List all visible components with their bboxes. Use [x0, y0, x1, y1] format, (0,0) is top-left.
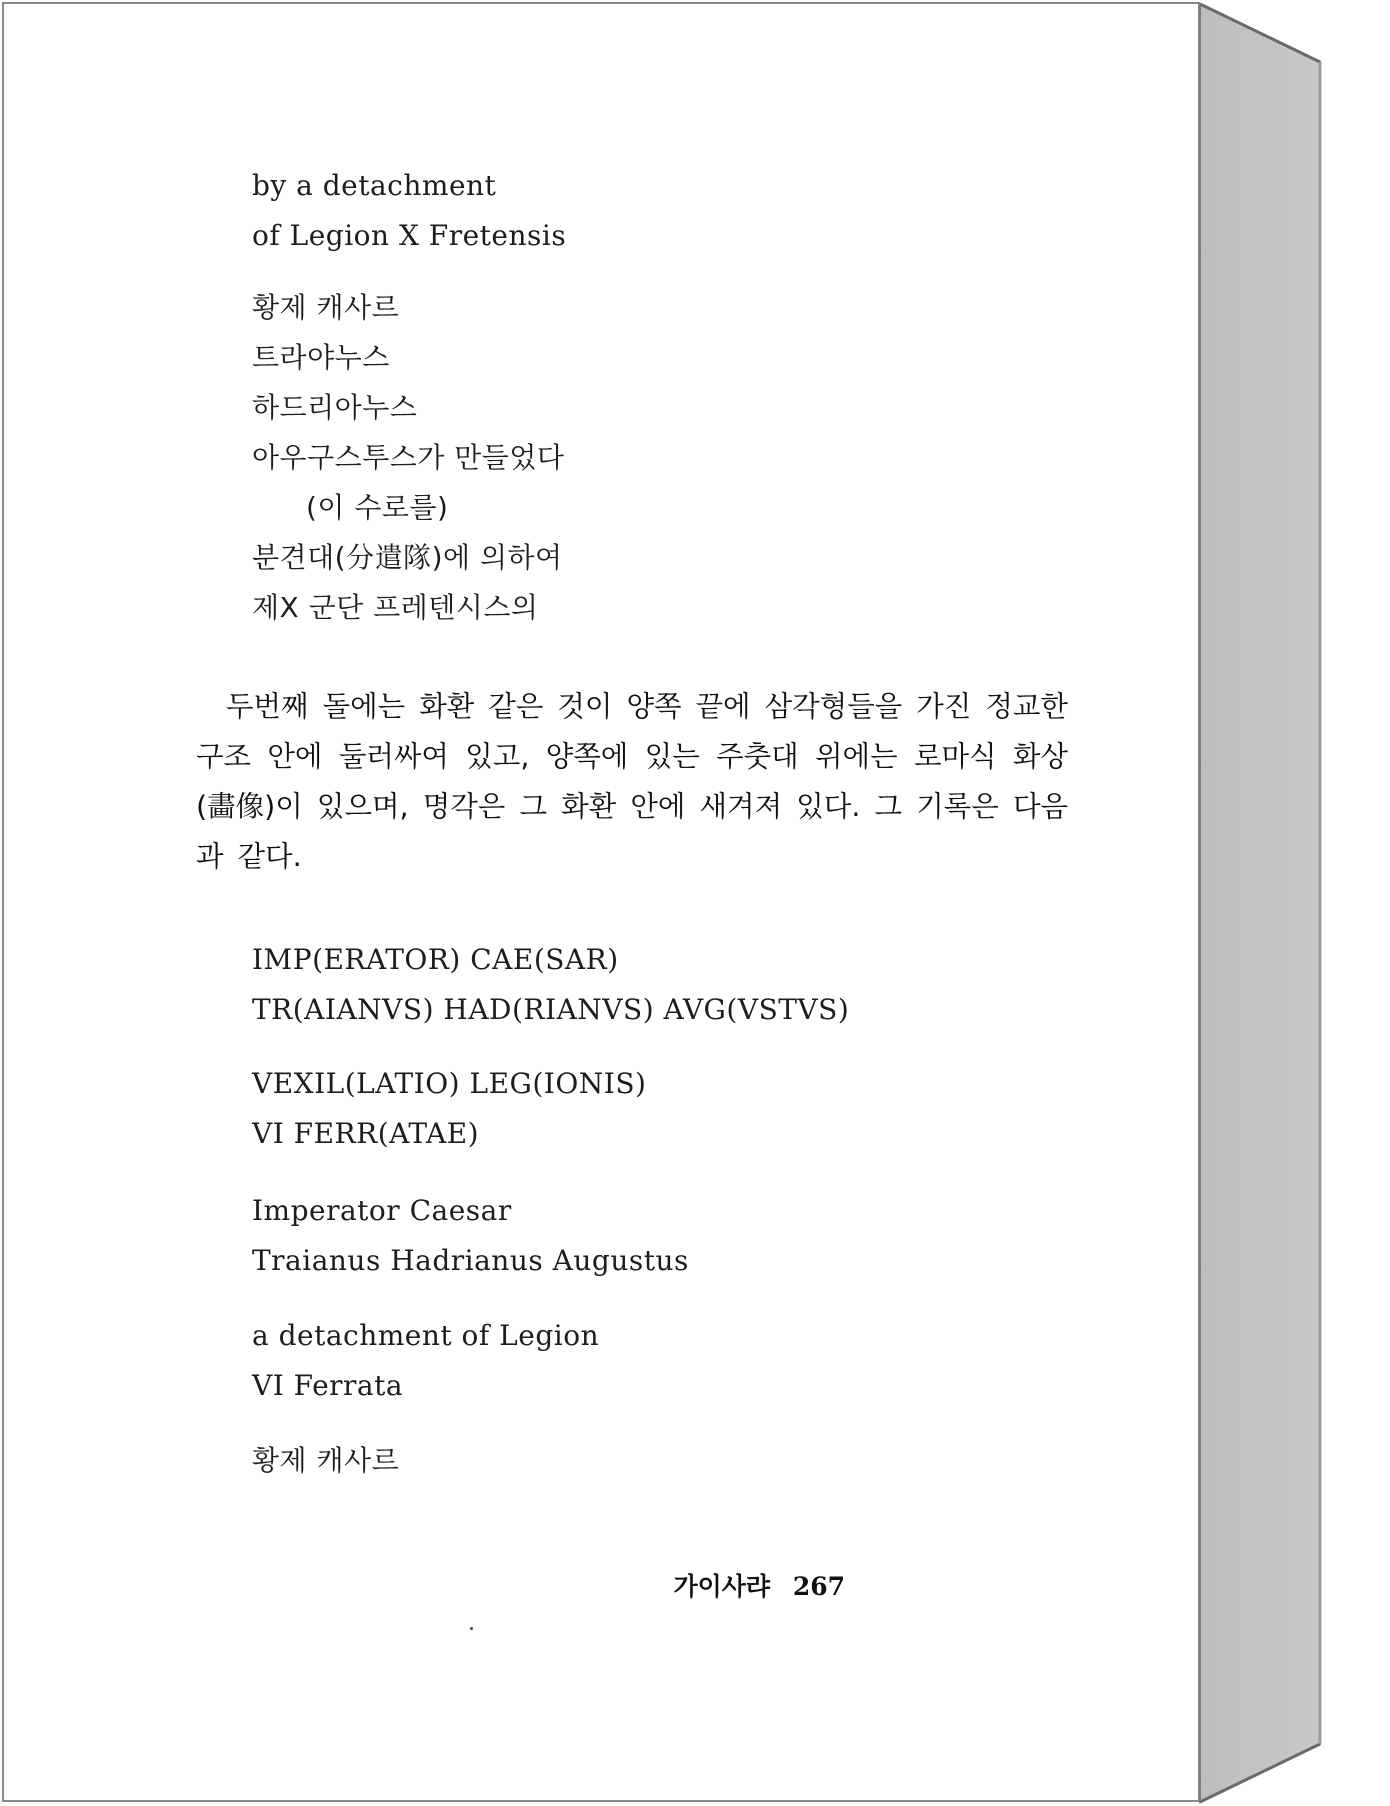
text-line: TR(AIANVS) HAD(RIANVS) AVG(VSTVS) [252, 993, 850, 1026]
text-line: VEXIL(LATIO) LEG(IONIS) [252, 1067, 647, 1100]
text-line: 제X 군단 프레텐시스의 [252, 591, 539, 624]
text-line: 트라야누스 [252, 341, 390, 374]
running-title: 가이사랴 [673, 1572, 771, 1601]
paragraph-line: (畵像)이 있으며, 명각은 그 화환 안에 새겨져 있다. 그 기록은 다음 [196, 790, 1068, 823]
text-line: IMP(ERATOR) CAE(SAR) [252, 943, 619, 976]
book-page [2, 2, 1200, 1802]
text-line: 황제 캐사르 [252, 1444, 400, 1477]
print-speck [470, 1627, 473, 1630]
inscription-korean-block-2 [252, 1436, 399, 1486]
text-line: VI FERR(ATAE) [252, 1117, 480, 1150]
page-footer [673, 1567, 845, 1603]
inscription-english-block-3 [252, 1311, 599, 1411]
inscription-english-block-1 [252, 161, 566, 261]
text-line: 황제 캐사르 [252, 291, 400, 324]
paragraph-line: 두번째 돌에는 화환 같은 것이 양쪽 끝에 삼각형들을 가진 정교한 [226, 690, 1068, 723]
paragraph-line: 과 같다. [196, 840, 302, 873]
text-line: 아우구스투스가 만들었다 [252, 441, 565, 474]
inscription-english-block-2 [252, 1186, 689, 1286]
text-line: Imperator Caesar [252, 1194, 512, 1227]
text-line: (이 수로를) [306, 491, 449, 524]
text-line: of Legion X Fretensis [252, 219, 567, 252]
inscription-korean-block-1 [252, 283, 564, 633]
text-line: VI Ferrata [252, 1369, 404, 1402]
inscription-latin-block-2 [252, 1059, 646, 1159]
page-number: 267 [792, 1572, 845, 1601]
text-line: a detachment of Legion [252, 1319, 600, 1352]
inscription-latin-block-1 [252, 935, 849, 1035]
text-line: by a detachment [252, 169, 497, 202]
paragraph-line: 구조 안에 둘러싸여 있고, 양쪽에 있는 주춧대 위에는 로마식 화상 [196, 740, 1068, 773]
text-line: 분견대(分遣隊)에 의하여 [252, 541, 563, 574]
text-line: 하드리아누스 [252, 391, 418, 424]
body-paragraph [196, 682, 1068, 882]
text-line: Traianus Hadrianus Augustus [252, 1244, 689, 1277]
